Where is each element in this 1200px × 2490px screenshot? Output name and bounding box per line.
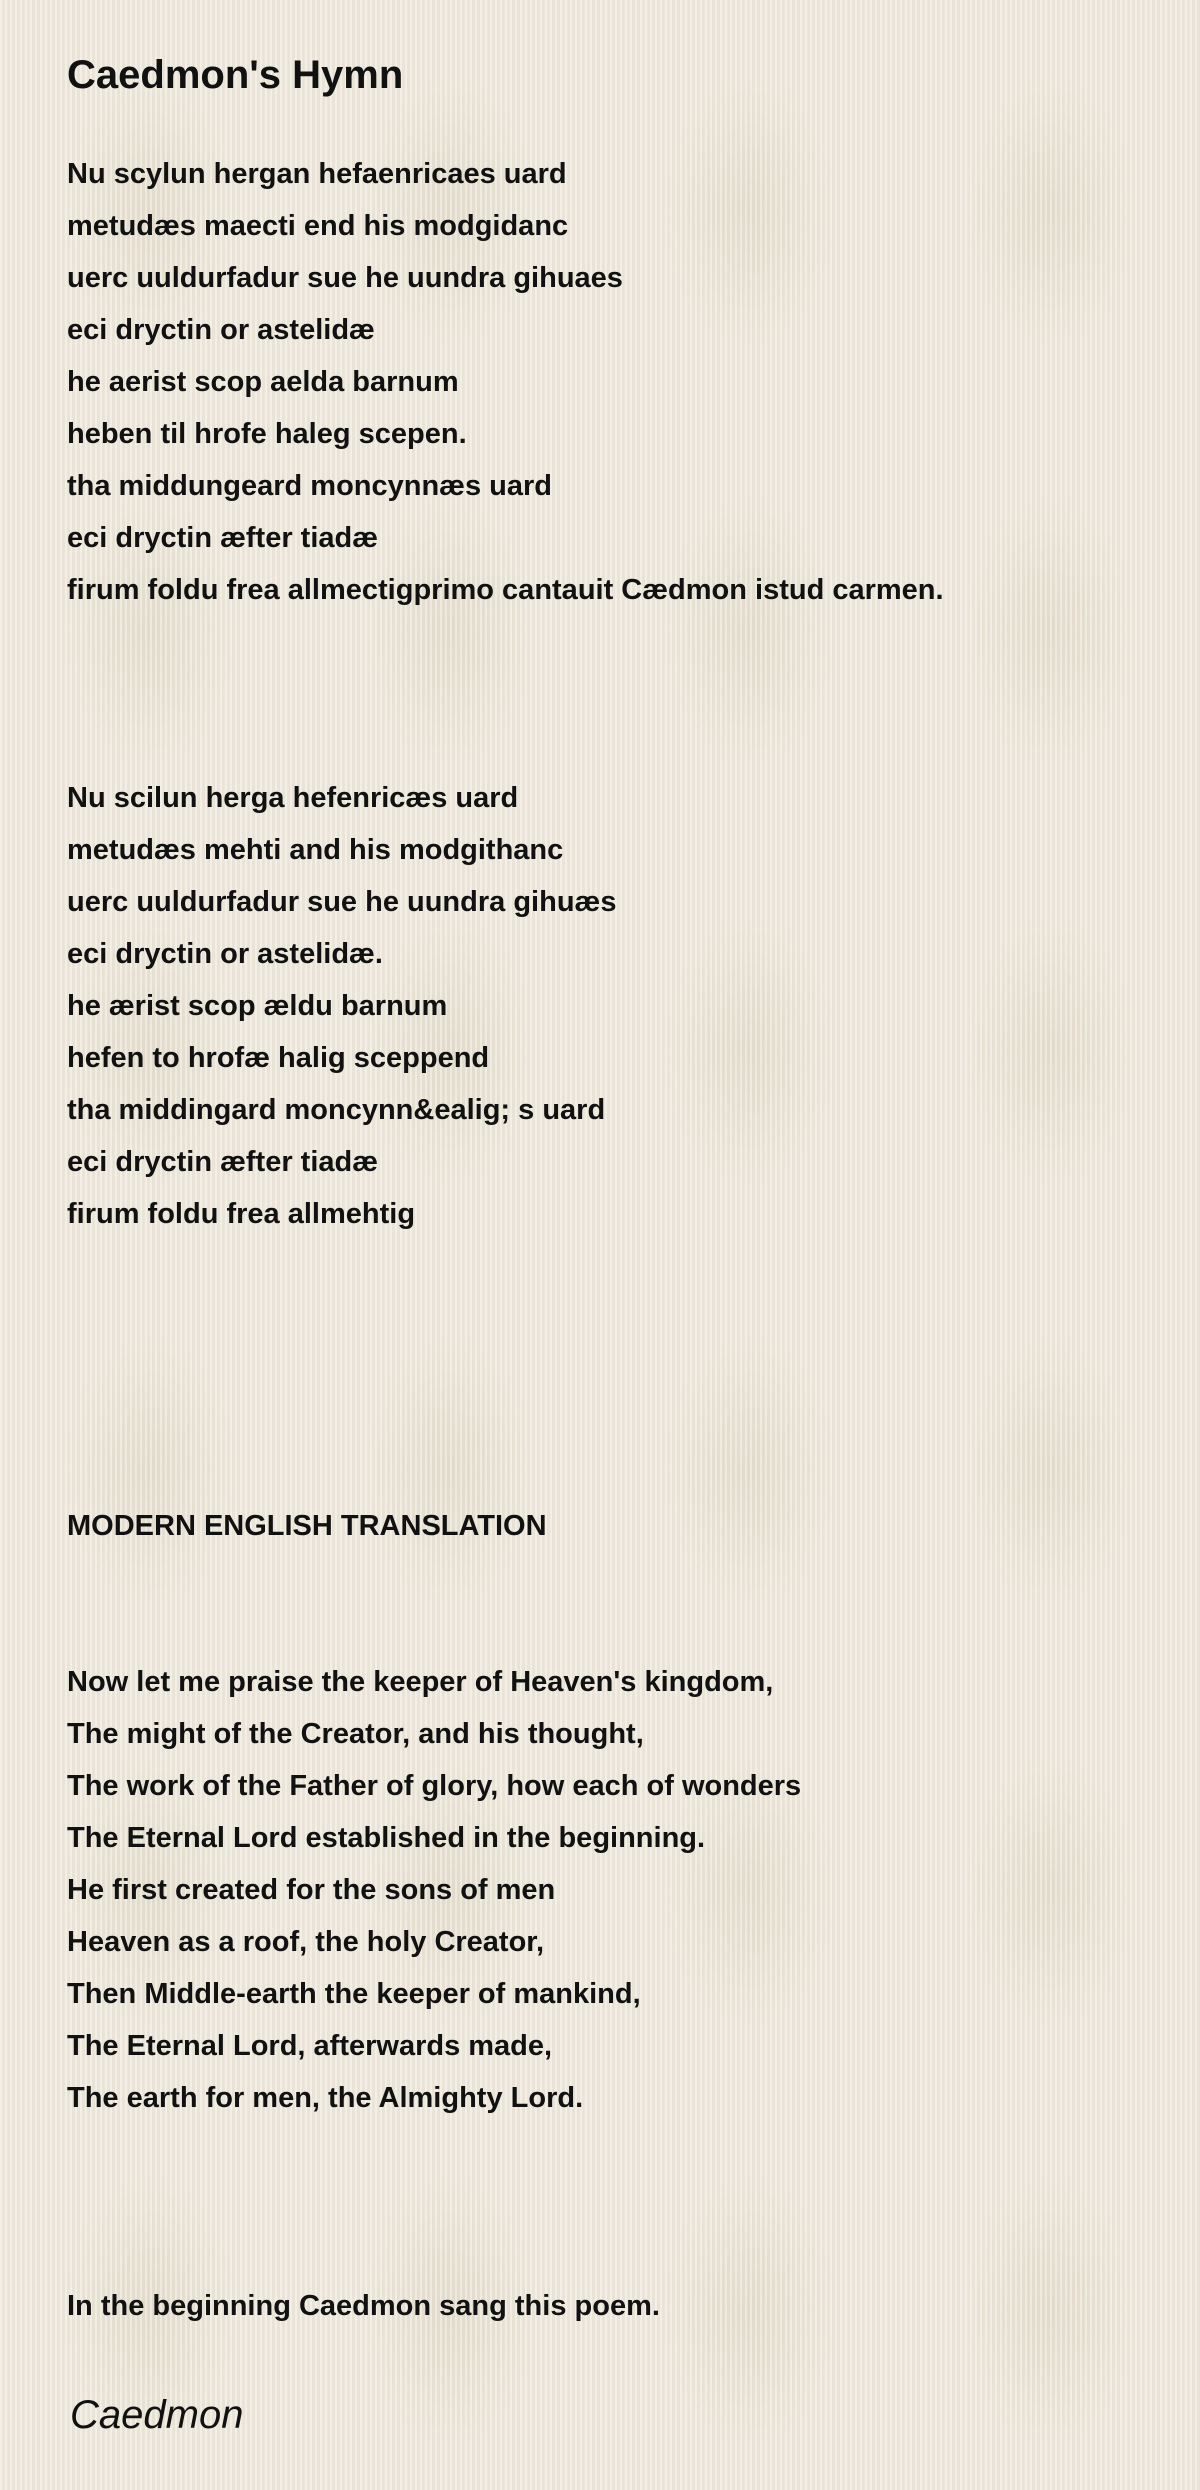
poem-line: he ærist scop ældu barnum (67, 990, 448, 1022)
poem-line: The work of the Father of glory, how each of wonders (67, 1770, 802, 1802)
poem-line: hefen to hrofæ halig sceppend (67, 1042, 490, 1074)
old-english-stanza-1 (67, 148, 944, 616)
poem-line: Nu scylun hergan hefaenricaes uard (67, 158, 567, 190)
poem-author: Caedmon (70, 2393, 244, 2437)
poem-line: The Eternal Lord, afterwards made, (67, 2030, 553, 2062)
poem-line: The might of the Creator, and his thought, (67, 1718, 644, 1750)
poem-line: Then Middle-earth the keeper of mankind, (67, 1978, 641, 2010)
translation-stanza (67, 1656, 801, 2124)
old-english-stanza-2 (67, 772, 616, 1240)
poem-line: He first created for the sons of men (67, 1874, 556, 1906)
poem-line: uerc uuldurfadur sue he uundra gihuæs (67, 886, 617, 918)
poem-note: In the beginning Caedmon sang this poem. (67, 2290, 660, 2322)
poem-line: eci dryctin or astelidæ. (67, 938, 383, 970)
translation-heading: MODERN ENGLISH TRANSLATION (67, 1510, 547, 1542)
poem-line: metudæs maecti end his modgidanc (67, 210, 569, 242)
poem-line: he aerist scop aelda barnum (67, 366, 459, 398)
poem-line: heben til hrofe haleg scepen. (67, 418, 467, 450)
poem-line: tha middungeard moncynnæs uard (67, 470, 552, 502)
poem-line: eci dryctin æfter tiadæ (67, 522, 379, 554)
poem-line: tha middingard moncynn&ealig; s uard (67, 1094, 606, 1126)
poem-line: eci dryctin or astelidæ (67, 314, 375, 346)
poem-line: uerc uuldurfadur sue he uundra gihuaes (67, 262, 623, 294)
poem-line: firum foldu frea allmehtig (67, 1198, 416, 1230)
poem-line: eci dryctin æfter tiadæ (67, 1146, 379, 1178)
poem-line: firum foldu frea allmectigprimo cantauit Cædmon istud carmen. (67, 574, 944, 606)
poem-line: Heaven as a roof, the holy Creator, (67, 1926, 545, 1958)
poem-line: metudæs mehti and his modgithanc (67, 834, 564, 866)
poem-line: Now let me praise the keeper of Heaven's kingdom, (67, 1666, 774, 1698)
poem-line: Nu scilun herga hefenricæs uard (67, 782, 519, 814)
poem-line: The earth for men, the Almighty Lord. (67, 2082, 584, 2114)
poem-title: Caedmon's Hymn (67, 53, 404, 97)
poem-line: The Eternal Lord established in the beginning. (67, 1822, 706, 1854)
